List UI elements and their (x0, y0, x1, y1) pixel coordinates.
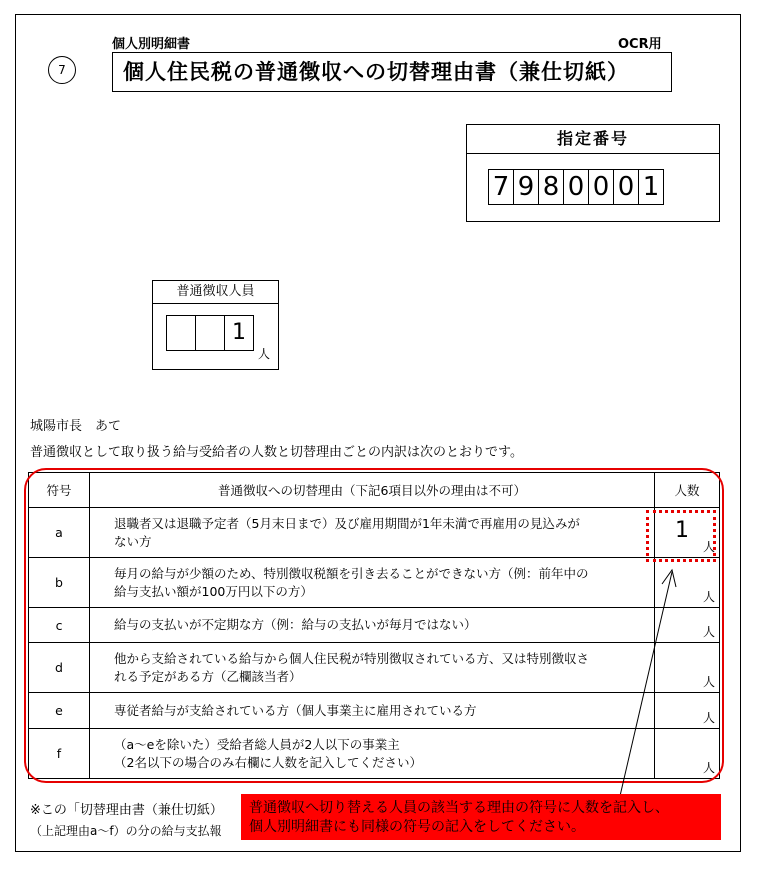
row-unit: 人 (702, 540, 715, 554)
row-count-cell[interactable] (655, 508, 720, 558)
reason-line: 退職者又は退職予定者（5月末日まで）及び雇用期間が1年未満で再雇用の見込みが (114, 515, 580, 531)
addressee: 城陽市長 あて (30, 419, 122, 434)
reason-line: ない方 (114, 533, 152, 549)
headcount-unit: 人 (258, 347, 271, 361)
headcount-box (152, 280, 279, 370)
row-code: a (29, 508, 90, 558)
row-code: d (29, 643, 90, 693)
designated-number-label: 指定番号 (467, 125, 719, 154)
reason-line: （2名以下の場合のみ右欄に人数を記入してください） (114, 754, 422, 770)
reason-line: 毎月の給与が少額のため、特別徴収税額を引き去ることができない方（例：前年中の (114, 565, 589, 581)
ocr-label: OCR用 (618, 37, 662, 52)
reason-line: 他から支給されている給与から個人住民税が特別徴収されている方、又は特別徴収さ (114, 650, 590, 666)
reason-line: 給与支払い額が100万円以下の方） (114, 583, 313, 599)
callout-line: 個人別明細書にも同様の符号の記入をしてください。 (249, 819, 585, 835)
row-code: f (29, 729, 90, 779)
designated-digit: 8 (538, 169, 564, 205)
row-reason (90, 508, 655, 558)
row-reason (90, 608, 655, 643)
row-unit: 人 (702, 711, 715, 725)
row-reason (90, 558, 655, 608)
page-title: 個人住民税の普通徴収への切替理由書（兼仕切紙） (112, 52, 672, 92)
designated-digits (489, 169, 664, 205)
row-unit: 人 (702, 625, 715, 639)
designated-number-box (466, 124, 720, 222)
row-code: b (29, 558, 90, 608)
header-reason: 普通徴収への切替理由（下記6項目以外の理由は不可） (90, 473, 655, 508)
reason-line: れる予定がある方（乙欄該当者） (114, 668, 302, 684)
intro-text: 普通徴収として取り扱う給与受給者の人数と切替理由ごとの内訳は次のとおりです。 (30, 445, 523, 460)
reason-line: 給与の支払いが不定期な方（例：給与の支払いが毎月ではない） (114, 617, 477, 632)
row-code: e (29, 693, 90, 729)
footnote-line: （上記理由a～f）の分の給与支払報 (30, 824, 222, 838)
reason-line: 専従者給与が支給されている方（個人事業主に雇用されている方 (114, 702, 477, 718)
designated-digit: 9 (513, 169, 539, 205)
row-count: 1 (675, 518, 689, 543)
row-unit: 人 (702, 590, 715, 604)
designated-digit: 0 (588, 169, 614, 205)
headcount-digit[interactable] (166, 315, 196, 351)
row-code: c (29, 608, 90, 643)
row-unit: 人 (702, 675, 715, 689)
reason-line: （a～eを除いた）受給者総人員が2人以下の事業主 (114, 736, 400, 752)
headcount-digit[interactable] (195, 315, 225, 351)
row-unit: 人 (702, 761, 715, 775)
callout-line: 普通徴収へ切り替える人員の該当する理由の符号に人数を記入し、 (249, 800, 669, 816)
form-label: 個人別明細書 (112, 37, 191, 52)
instruction-callout (241, 794, 721, 840)
headcount-digit[interactable]: 1 (224, 315, 254, 351)
row-reason (90, 643, 655, 693)
circle-number: 7 (48, 56, 76, 84)
row-reason (90, 693, 655, 729)
table-row (29, 508, 720, 558)
arrow-pointer-icon (600, 560, 690, 800)
row-reason (90, 729, 655, 779)
designated-digit: 0 (613, 169, 639, 205)
designated-digit: 0 (563, 169, 589, 205)
table-header-row (29, 473, 720, 508)
headcount-digits (167, 315, 254, 351)
designated-digit: 1 (638, 169, 664, 205)
designated-digit: 7 (488, 169, 514, 205)
header-count: 人数 (655, 473, 720, 508)
footnote-line: ※この「切替理由書（兼仕切紙） (30, 803, 223, 818)
headcount-label: 普通徴収人員 (153, 281, 278, 304)
header-code: 符号 (29, 473, 90, 508)
